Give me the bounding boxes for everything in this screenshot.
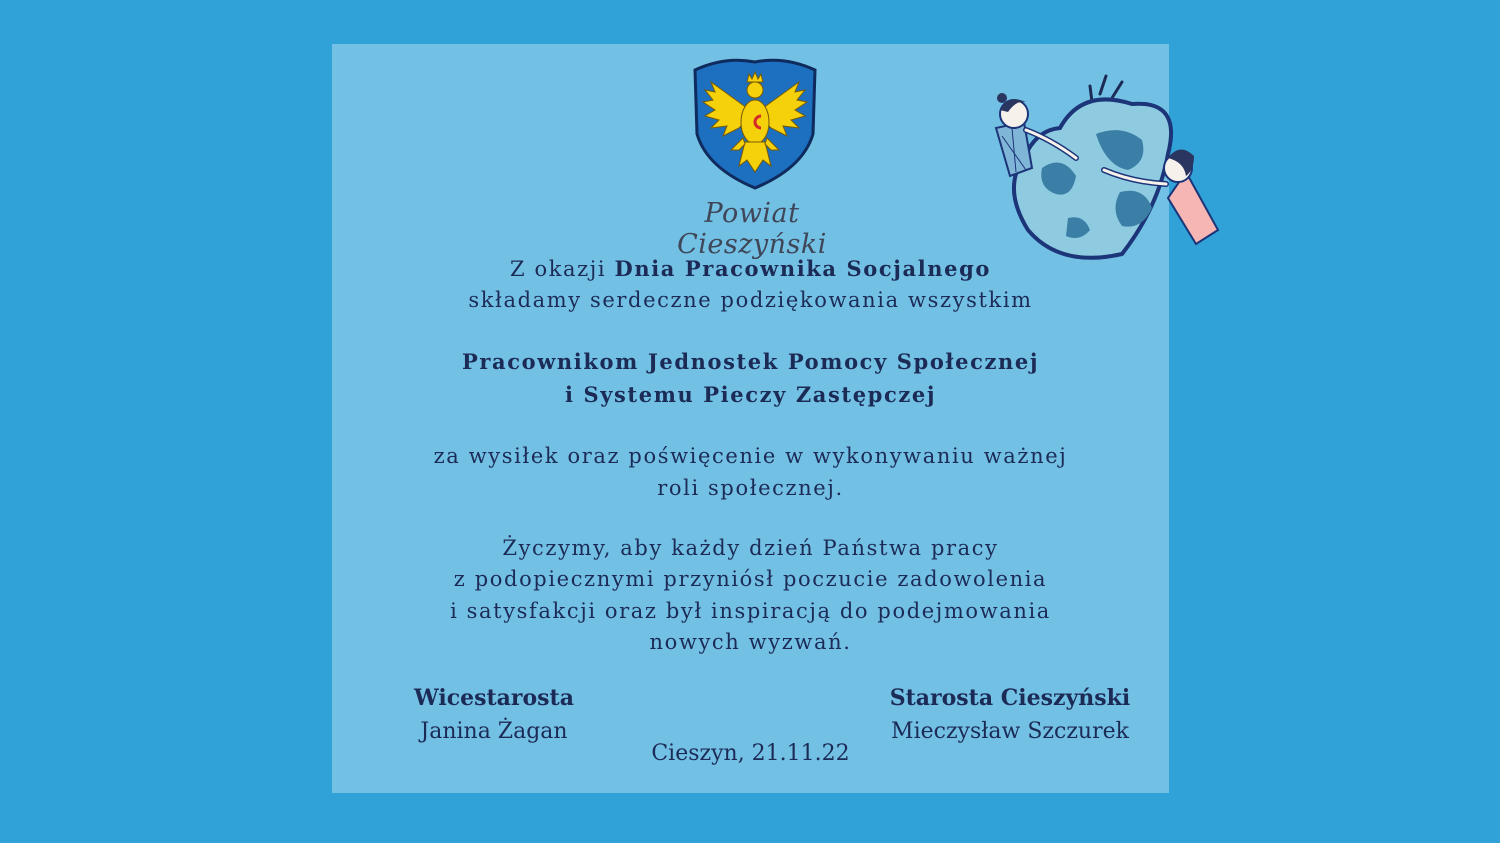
signature-right-name: Mieczysław Szczurek	[891, 719, 1129, 744]
people-hugging-globe-icon	[972, 58, 1232, 273]
logo-text: Powiat Cieszyński	[677, 198, 827, 260]
wishes-line-1: Życzymy, aby każdy dzień Państwa pracy	[502, 536, 999, 560]
signature-left-title: Wicestarosta	[414, 685, 574, 711]
signature-left	[392, 685, 596, 744]
place-date: Cieszyn, 21.11.22	[651, 741, 850, 766]
thanks-line-2: roli społecznej.	[657, 476, 844, 500]
coat-of-arms-icon	[689, 56, 821, 190]
signature-left-name: Janina Żagan	[420, 719, 568, 744]
greeting-prefix: Z okazji	[509, 257, 615, 281]
signature-right-title: Starosta Cieszyński	[889, 685, 1131, 711]
occasion-name: Dnia Pracownika Socjalnego	[614, 256, 991, 281]
greeting-card	[332, 44, 1169, 793]
wishes-line-4: nowych wyzwań.	[649, 630, 852, 654]
recipients-line-1: Pracownikom Jednostek Pomocy Społecznej	[461, 349, 1040, 374]
wishes-line-2: z podopiecznymi przyniósł poczucie zadowolenia	[453, 567, 1048, 591]
greeting-line-1	[332, 256, 1169, 281]
greeting-line-2: składamy serdeczne podziękowania wszystkim	[468, 288, 1033, 312]
thanks-line-1: za wysiłek oraz poświęcenie w wykonywaniu ważnej	[433, 444, 1068, 468]
signature-right	[880, 685, 1140, 744]
recipients-line-2: i Systemu Pieczy Zastępczej	[564, 382, 937, 407]
wishes-line-3: i satysfakcji oraz był inspiracją do podejmowania	[450, 599, 1051, 623]
